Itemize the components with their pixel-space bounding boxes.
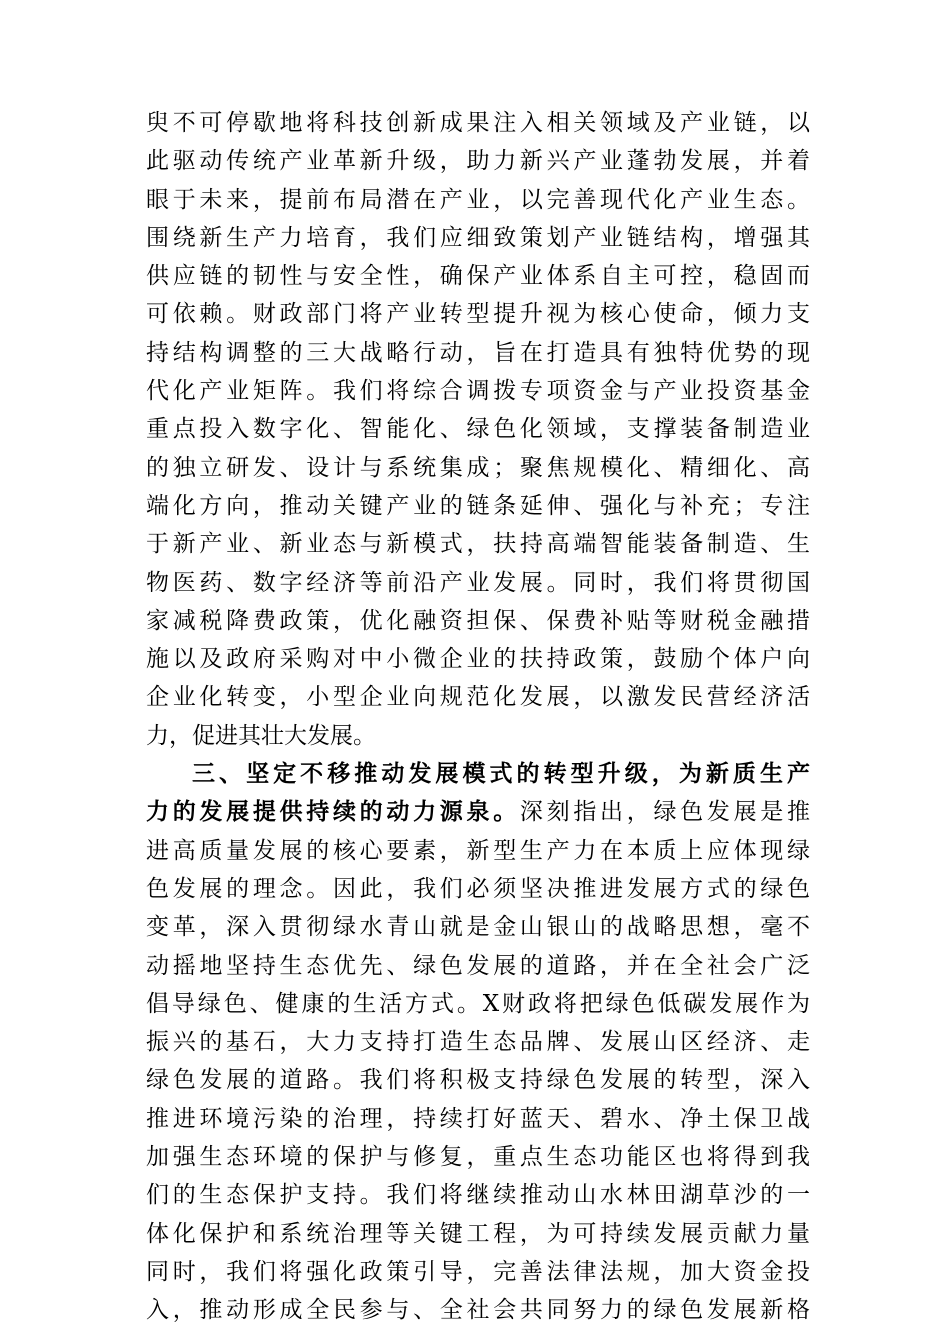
- text-line: [146, 1215, 810, 1253]
- text-line: [146, 487, 810, 525]
- body-text: 变革，深入贯彻绿水青山就是金山银山的战略思想，毫不: [146, 914, 810, 941]
- body-text: 深刻指出，绿色发展是推: [519, 799, 810, 826]
- text-line: [146, 908, 810, 946]
- text-line: [146, 832, 810, 870]
- text-line: [146, 602, 810, 640]
- text-line: [146, 870, 810, 908]
- body-text: 推进环境污染的治理，持续打好蓝天、碧水、净土保卫战: [146, 1105, 810, 1132]
- text-line: [146, 1253, 810, 1291]
- text-line: [146, 1138, 810, 1176]
- text-line: [146, 219, 810, 257]
- text-line: [146, 334, 810, 372]
- text-line: [146, 947, 810, 985]
- text-line: [146, 755, 810, 793]
- body-text: 同时，我们将强化政策引导，完善法律法规，加大资金投: [146, 1258, 810, 1285]
- body-text: 眼于未来，提前布局潜在产业，以完善现代化产业生态。: [146, 186, 810, 213]
- body-text: 进高质量发展的核心要素，新型生产力在本质上应体现绿: [146, 837, 810, 864]
- body-text: 振兴的基石，大力支持打造生态品牌、发展山区经济、走: [146, 1029, 810, 1056]
- text-line: [146, 525, 810, 563]
- body-text: 于新产业、新业态与新模式，扶持高端智能装备制造、生: [146, 531, 810, 558]
- text-line: [146, 1176, 810, 1214]
- text-line: [146, 295, 810, 333]
- body-text: 企业化转变，小型企业向规范化发展，以激发民营经济活: [146, 684, 810, 711]
- body-text: 臾不可停歇地将科技创新成果注入相关领域及产业链，以: [146, 110, 810, 136]
- text-line: [146, 678, 810, 716]
- body-text: 持结构调整的三大战略行动，旨在打造具有独特优势的现: [146, 339, 810, 366]
- text-line: [146, 181, 810, 219]
- body-text: 家减税降费政策，优化融资担保、保费补贴等财税金融措: [146, 607, 810, 634]
- body-text: 加强生态环境的保护与修复，重点生态功能区也将得到我: [146, 1144, 810, 1171]
- text-line: [146, 142, 810, 180]
- text-line: [146, 1291, 810, 1329]
- body-text: 们的生态保护支持。我们将继续推动山水林田湖草沙的一: [146, 1182, 810, 1209]
- text-line: [146, 104, 810, 142]
- document-body-text: [146, 104, 810, 1330]
- body-text: 入，推动形成全民参与、全社会共同努力的绿色发展新格: [146, 1297, 810, 1324]
- text-line: [146, 372, 810, 410]
- body-text: 重点投入数字化、智能化、绿色化领域，支撑装备制造业: [146, 416, 810, 443]
- body-text: 的独立研发、设计与系统集成；聚焦规模化、精细化、高: [146, 454, 810, 481]
- text-line: [146, 985, 810, 1023]
- body-text: 力，促进其壮大发展。: [146, 722, 376, 749]
- body-text: 端化方向，推动关键产业的链条延伸、强化与补充；专注: [146, 492, 810, 519]
- body-text: 供应链的韧性与安全性，确保产业体系自主可控，稳固而: [146, 263, 810, 290]
- body-text: 动摇地坚持生态优先、绿色发展的道路，并在全社会广泛: [146, 952, 810, 979]
- text-line: [146, 640, 810, 678]
- body-text: 体化保护和系统治理等关键工程，为可持续发展贡献力量: [146, 1220, 810, 1247]
- text-line: [146, 717, 810, 755]
- section-heading-text: 三、坚定不移推动发展模式的转型升级，为新质生产: [192, 760, 810, 788]
- body-text: 可依赖。财政部门将产业转型提升视为核心使命，倾力支: [146, 301, 810, 328]
- text-line: [146, 257, 810, 295]
- body-text: 色发展的理念。因此，我们必须坚决推进发展方式的绿色: [146, 875, 810, 902]
- text-line: [146, 410, 810, 448]
- body-text: 物医药、数字经济等前沿产业发展。同时，我们将贯彻国: [146, 569, 810, 596]
- text-line: [146, 1100, 810, 1138]
- body-text: 绿色发展的道路。我们将积极支持绿色发展的转型，深入: [146, 1067, 810, 1094]
- body-text: 倡导绿色、健康的生活方式。X财政将把绿色低碳发展作为: [146, 990, 810, 1017]
- body-text: 施以及政府采购对中小微企业的扶持政策，鼓励个体户向: [146, 646, 810, 673]
- body-text: 此驱动传统产业革新升级，助力新兴产业蓬勃发展，并着: [146, 148, 810, 175]
- text-line: [146, 564, 810, 602]
- text-line: [146, 793, 810, 831]
- body-text: 代化产业矩阵。我们将综合调拨专项资金与产业投资基金: [146, 378, 810, 405]
- section-heading-text: 力的发展提供持续的动力源泉。: [146, 798, 520, 826]
- text-line: [146, 1061, 810, 1099]
- body-text: 围绕新生产力培育，我们应细致策划产业链结构，增强其: [146, 224, 810, 251]
- text-line: [146, 449, 810, 487]
- text-line: [146, 1023, 810, 1061]
